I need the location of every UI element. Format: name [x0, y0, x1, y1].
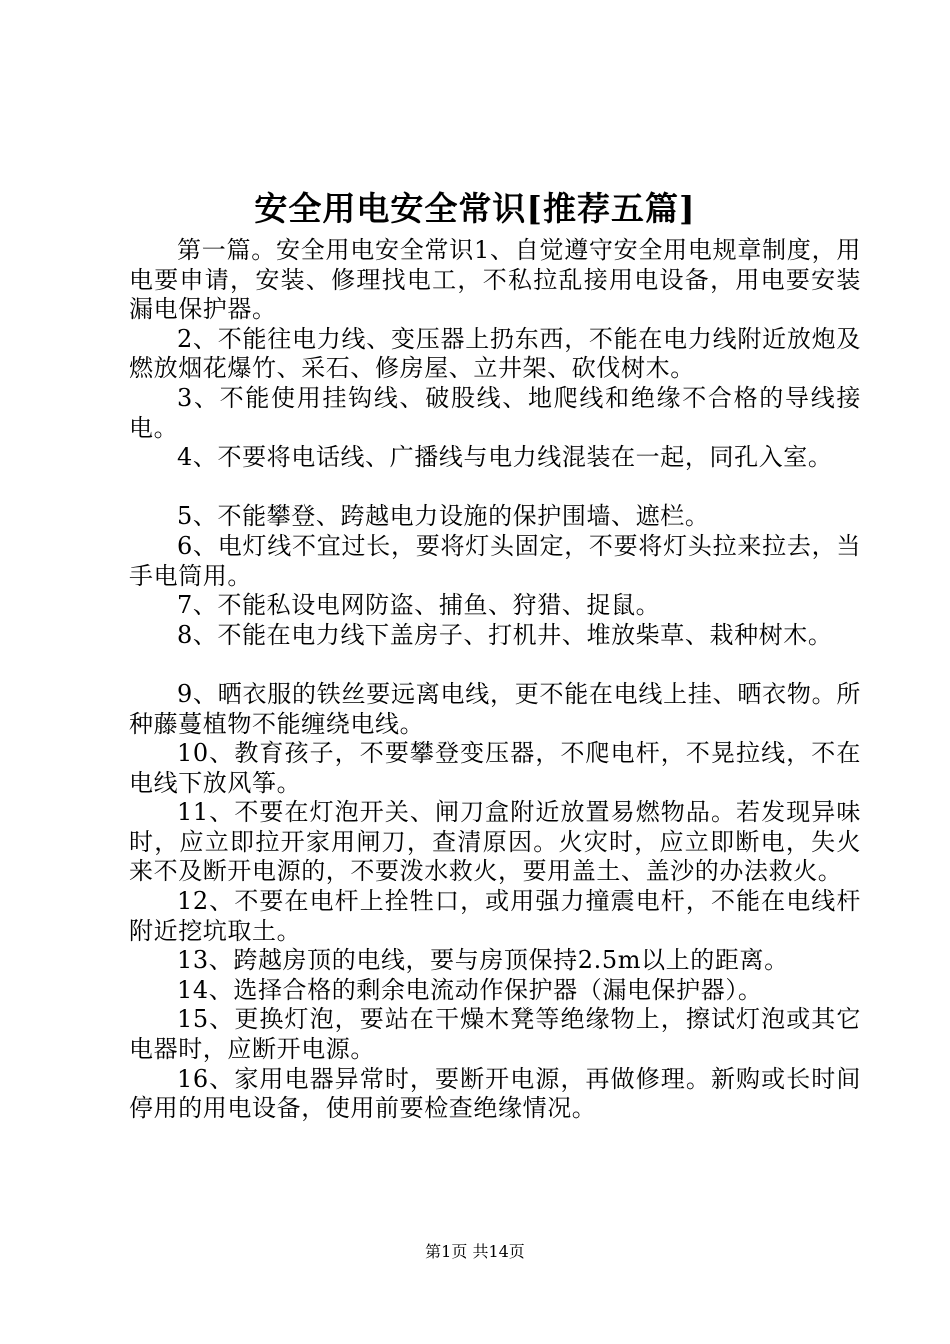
document-title: 安全用电安全常识[推荐五篇]: [254, 189, 696, 228]
paragraph-6: 6、电灯线不宜过长，要将灯头固定，不要将灯头拉来拉去，当手电筒用。: [129, 531, 861, 590]
paragraph-15: 15、更换灯泡，要站在干燥木凳等绝缘物上，擦试灯泡或其它电器时，应断开电源。: [129, 1005, 861, 1064]
paragraph-4: 4、不要将电话线、广播线与电力线混装在一起，同孔入室。: [177, 443, 833, 472]
paragraph-9: 9、晒衣服的铁丝要远离电线，更不能在电线上挂、晒衣物。所种藤蔓植物不能缠绕电线。: [129, 679, 861, 738]
paragraph-14: 14、选择合格的剩余电流动作保护器（漏电保护器）。: [177, 975, 763, 1004]
paragraph-16: 16、家用电器异常时，要断开电源，再做修理。新购或长时间停用的用电设备，使用前要检查绝缘情况。: [129, 1064, 861, 1123]
paragraph-1: 第一篇。安全用电安全常识1、自觉遵守安全用电规章制度，用电要申请，安装、修理找电工，不私拉乱接用电设备，用电要安装漏电保护器。: [129, 236, 861, 324]
paragraph-11: 11、不要在灯泡开关、闸刀盒附近放置易燃物品。若发现异味时，应立即拉开家用闸刀，查清原因。火灾时，应立即断电，失火来不及断开电源的，不要泼水救火，要用盖土、盖沙的办法救火。: [129, 798, 861, 886]
paragraph-8: 8、不能在电力线下盖房子、打机井、堆放柴草、栽种树木。: [177, 620, 833, 649]
paragraph-7: 7、不能私设电网防盗、捕鱼、狩猎、捉鼠。: [177, 591, 661, 620]
paragraph-12: 12、不要在电杆上拴牲口，或用强力撞震电杆，不能在电线杆附近挖坑取土。: [129, 887, 861, 945]
paragraph-2: 2、不能往电力线、变压器上扔东西，不能在电力线附近放炮及燃放烟花爆竹、采石、修房屋、立井架、砍伐树木。: [129, 324, 861, 383]
paragraph-10: 10、教育孩子，不要攀登变压器，不爬电杆，不晃拉线，不在电线下放风筝。: [129, 739, 861, 797]
paragraph-5: 5、不能攀登、跨越电力设施的保护围墙、遮栏。: [177, 502, 710, 531]
paragraph-3: 3、不能使用挂钩线、破股线、地爬线和绝缘不合格的导线接电。: [129, 383, 861, 442]
document-body: [129, 236, 861, 1124]
page-footer: 第1页 共14页: [425, 1242, 525, 1261]
paragraph-13: 13、跨越房顶的电线，要与房顶保持2.5m以上的距离。: [177, 946, 789, 975]
